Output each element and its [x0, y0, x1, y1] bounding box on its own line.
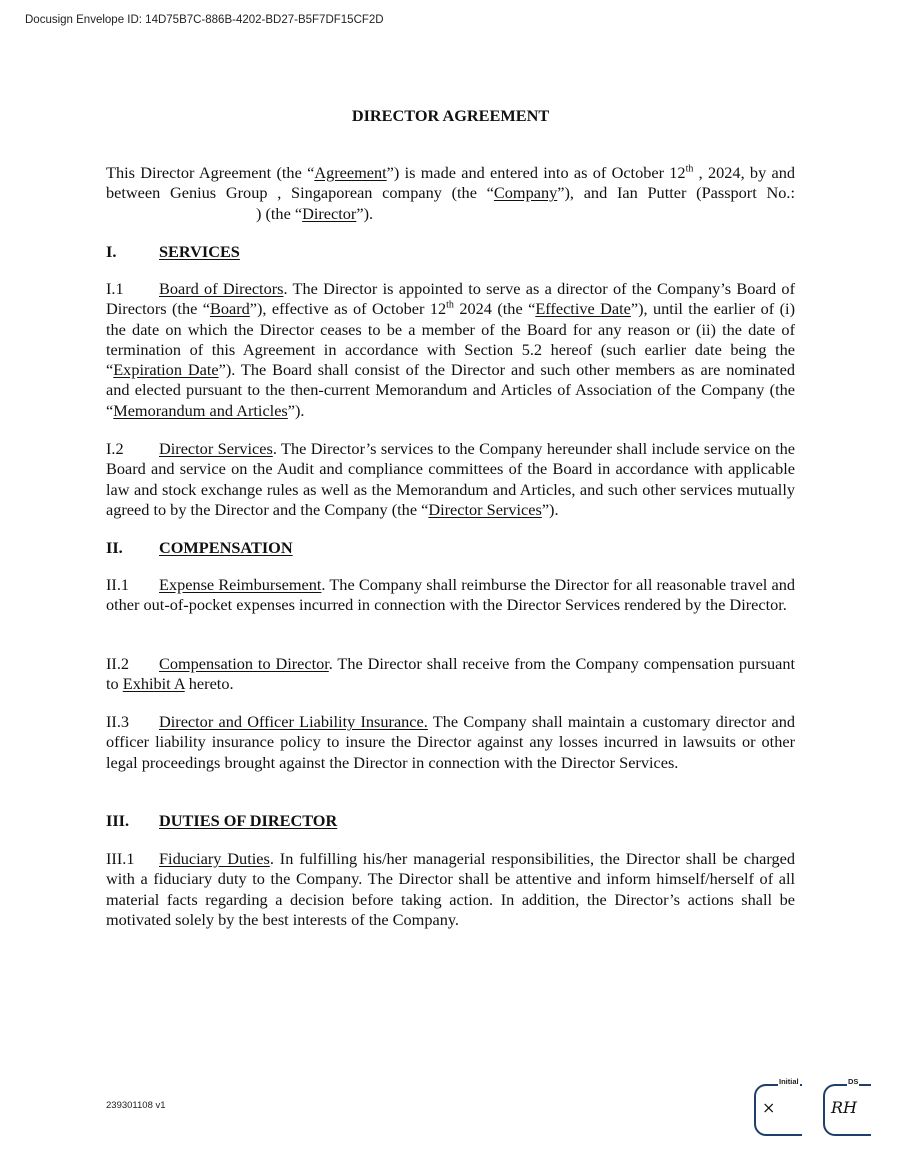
clause-2-3 — [106, 712, 795, 773]
text: ”). — [356, 203, 374, 223]
text: ”), until the earlier of (i) the date on which the Director ceases to be a member of the Board for any reason or (ii) the date of termination of this Agreement in accordance with Section 5.2 hereof (such earlier date being the “ — [106, 299, 795, 380]
clause-3-1 — [106, 849, 795, 930]
intro-paragraph — [106, 163, 795, 224]
text: , 2024, by and between Genius Group , Singaporean company (the “ — [106, 163, 796, 203]
text: ”) is made and entered into as of October 12 — [386, 163, 686, 182]
clause-number: I.1 — [106, 279, 124, 298]
document-version-id: 239301108 v1 — [106, 1100, 166, 1111]
text: ”). The Board shall consist of the Director and such other members as are nominated and elected pursuant to the then-current Memorandum and Articles of Association of the Company (the “ — [106, 360, 796, 420]
clause-number: II.2 — [106, 654, 130, 673]
section-number: II. — [106, 538, 123, 557]
superscript: th — [685, 163, 694, 175]
text: ”). — [287, 400, 305, 420]
text: 2024 (the “ — [453, 299, 536, 319]
defined-term-director-services: Director Services — [428, 499, 542, 519]
section-heading-services — [106, 242, 240, 262]
section-heading-duties — [106, 811, 337, 831]
text: The Company shall maintain a customary director and officer liability insurance policy to insure the Director against any losses incurred in lawsuits or other legal proceedings brought against the Director in connection with the Director Services. — [106, 712, 795, 772]
section-title: DUTIES OF DIRECTOR — [159, 811, 338, 830]
defined-term-expiration-date: Expiration Date — [113, 360, 219, 380]
text: ”), and Ian Putter (Passport No.: — [557, 183, 795, 203]
defined-term-board: Board — [209, 299, 250, 319]
clause-heading: Director and Officer Liability Insurance. — [159, 712, 428, 731]
section-number: III. — [106, 811, 130, 830]
ds-signature-mark: RH — [831, 1098, 857, 1117]
clause-heading: Fiduciary Duties — [159, 849, 270, 868]
text: . The Director shall receive from the Company compensation pursuant to — [106, 654, 795, 694]
envelope-id: Docusign Envelope ID: 14D75B7C-886B-4202-BD27-B5F7DF15CF2D — [25, 14, 384, 26]
text: . In fulfilling his/her managerial responsibilities, the Director shall be charged with a fiduciary duty to the Company. The Director shall be attentive and inform himself/herself of all material facts regarding a decision before taking action. In addition, the Director’s actions shall be motivated solely by the best interests of the Company. — [106, 849, 796, 929]
text: ) (the “ — [256, 203, 303, 223]
defined-term-effective-date: Effective Date — [535, 299, 631, 319]
clause-number: III.1 — [106, 849, 135, 868]
text: This Director Agreement (the “ — [106, 163, 315, 182]
defined-term-memorandum: Memorandum and Articles — [113, 400, 288, 420]
clause-heading: Compensation to Director — [159, 654, 329, 673]
initial-signature-mark: ⨯ — [762, 1098, 776, 1117]
initial-label: Initial — [779, 1077, 799, 1086]
section-title: COMPENSATION — [159, 538, 293, 557]
ds-signature-box[interactable] — [823, 1077, 871, 1136]
clause-heading: Director Services — [159, 439, 273, 458]
clause-1-1 — [106, 279, 795, 421]
text: ”). — [541, 499, 559, 519]
text: . The Director’s services to the Company hereunder shall include service on the Board and service on the Audit and compliance committees of the Board in accordance with applicable law and stock exchange rules as well as the Memorandum and Articles, and such other services mutually agreed to by the Director and the Company (the “ — [106, 439, 795, 519]
section-title: SERVICES — [159, 242, 240, 261]
clause-number: II.3 — [106, 712, 130, 731]
clause-1-2 — [106, 439, 795, 520]
text: . The Director is appointed to serve as a director of the Company’s Board of Directors (the “ — [106, 279, 795, 319]
defined-term-director: Director — [302, 203, 357, 223]
clause-number: I.2 — [106, 439, 124, 458]
superscript: th — [446, 299, 454, 311]
clause-2-1 — [106, 575, 795, 616]
clause-heading: Expense Reimbursement — [159, 575, 322, 594]
section-number: I. — [106, 242, 117, 261]
document-title: DIRECTOR AGREEMENT — [351, 106, 550, 125]
text: hereto. — [184, 674, 234, 694]
initial-signature-box[interactable] — [754, 1077, 802, 1136]
defined-term-agreement: Agreement — [314, 163, 387, 182]
clause-heading: Board of Directors — [159, 279, 284, 298]
section-heading-compensation — [106, 538, 293, 558]
ds-label: DS — [848, 1077, 859, 1086]
clause-number: II.1 — [106, 575, 130, 594]
defined-term-company: Company — [493, 183, 558, 203]
exhibit-reference: Exhibit A — [122, 674, 185, 694]
clause-2-2 — [106, 654, 795, 695]
text: . The Company shall reimburse the Director for all reasonable travel and other out-of-pocket expenses incurred in connection with the Director Services rendered by the Director. — [106, 575, 796, 615]
text: ”), effective as of October 12 — [249, 299, 447, 319]
